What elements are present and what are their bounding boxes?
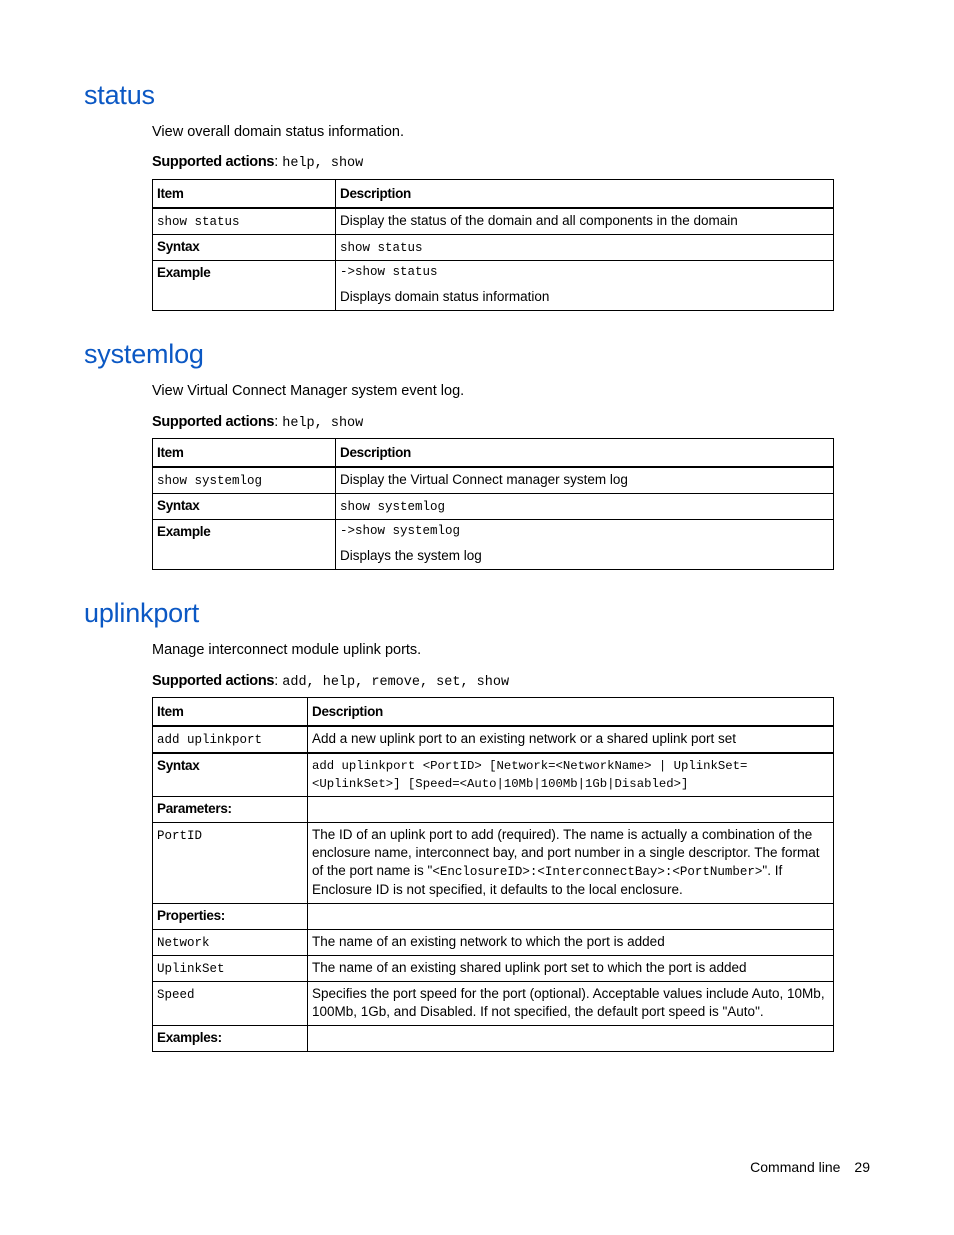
column-header-item: Item [153,698,308,727]
table-row [153,208,834,235]
table-row [153,494,834,520]
table-row [153,1026,834,1052]
section-title-uplinkport: uplinkport [84,598,200,628]
command-name: add uplinkport [157,733,263,747]
row-label-parameters: Parameters: [153,797,308,823]
property-name: UplinkSet [157,962,225,976]
supported-actions-list: help, show [282,156,364,171]
table-row [153,726,834,753]
example-description: Displays the system log [340,548,482,563]
uplinkport-table [152,697,834,1052]
row-label-syntax: Syntax [153,235,336,261]
row-label-syntax: Syntax [153,753,308,797]
table-row [153,753,834,797]
table-row [153,520,834,570]
row-description: Add a new uplink port to an existing network or a shared uplink port set [308,726,834,753]
row-description: Display the Virtual Connect manager system log [336,467,834,494]
row-label-examples: Examples: [153,1026,308,1052]
table-row [153,930,834,956]
supported-actions: Supported actions: add, help, remove, set, show [152,673,510,690]
table-row [153,261,834,311]
page-footer [750,1158,870,1176]
page-number: 29 [854,1159,870,1175]
supported-actions-list: add, help, remove, set, show [282,675,510,690]
status-table [152,179,834,311]
row-description: The name of an existing shared uplink port set to which the port is added [308,956,834,982]
column-header-item: Item [153,180,336,209]
row-description: The name of an existing network to which the port is added [308,930,834,956]
row-description: Specifies the port speed for the port (optional). Acceptable values include Auto, 10Mb, 100Mb, 1Gb, and Disabled. If not specified, the default port speed is "Auto". [308,982,834,1026]
row-description: Display the status of the domain and all components in the domain [336,208,834,235]
property-name: Speed [157,988,195,1002]
syntax-code: show systemlog [340,500,446,514]
command-name: show systemlog [157,474,263,488]
table-row [153,956,834,982]
supported-actions: Supported actions: help, show [152,154,364,171]
table-row [153,823,834,904]
example-code: ->show status [340,265,438,279]
footer-section-name: Command line [750,1159,841,1175]
column-header-item: Item [153,439,336,468]
example-description: Displays domain status information [340,289,550,304]
port-name-format: <EnclosureID>:<InterconnectBay>:<PortNumber> [432,865,763,879]
supported-actions-label: Supported actions [152,154,275,170]
column-header-description: Description [308,698,834,727]
example-code: ->show systemlog [340,524,461,538]
command-name: show status [157,215,240,229]
row-label-example: Example [153,520,336,570]
table-row [153,235,834,261]
syntax-code: add uplinkport <PortID> [Network=<NetworkName> | UplinkSet=<UplinkSet>] [Speed=<Auto|10Mb|100Mb|1Gb|Disabled>] [312,759,748,791]
supported-actions: Supported actions: help, show [152,414,364,431]
column-header-description: Description [336,180,834,209]
table-row [153,797,834,823]
section-description: View Virtual Connect Manager system event log. [152,383,465,399]
table-row [153,982,834,1026]
section-description: View overall domain status information. [152,124,404,140]
row-description: The ID of an uplink port to add (required). The name is actually a combination of the enclosure name, interconnect bay, and port number in a single descriptor. The format of the port name is "<EnclosureID>:<InterconnectBay>:<PortNumber>". If Enclosure ID is not specified, it defaults to the local enclosure. [308,823,834,904]
table-row [153,467,834,494]
supported-actions-label: Supported actions [152,414,275,430]
row-label-syntax: Syntax [153,494,336,520]
column-header-description: Description [336,439,834,468]
supported-actions-label: Supported actions [152,673,275,689]
parameter-name: PortID [157,829,203,843]
systemlog-table [152,438,834,570]
table-row [153,904,834,930]
syntax-code: show status [340,241,423,255]
row-label-properties: Properties: [153,904,308,930]
section-description: Manage interconnect module uplink ports. [152,642,422,658]
property-name: Network [157,936,210,950]
row-label-example: Example [153,261,336,311]
section-title-status: status [84,80,155,110]
section-title-systemlog: systemlog [84,339,204,369]
supported-actions-list: help, show [282,416,364,431]
